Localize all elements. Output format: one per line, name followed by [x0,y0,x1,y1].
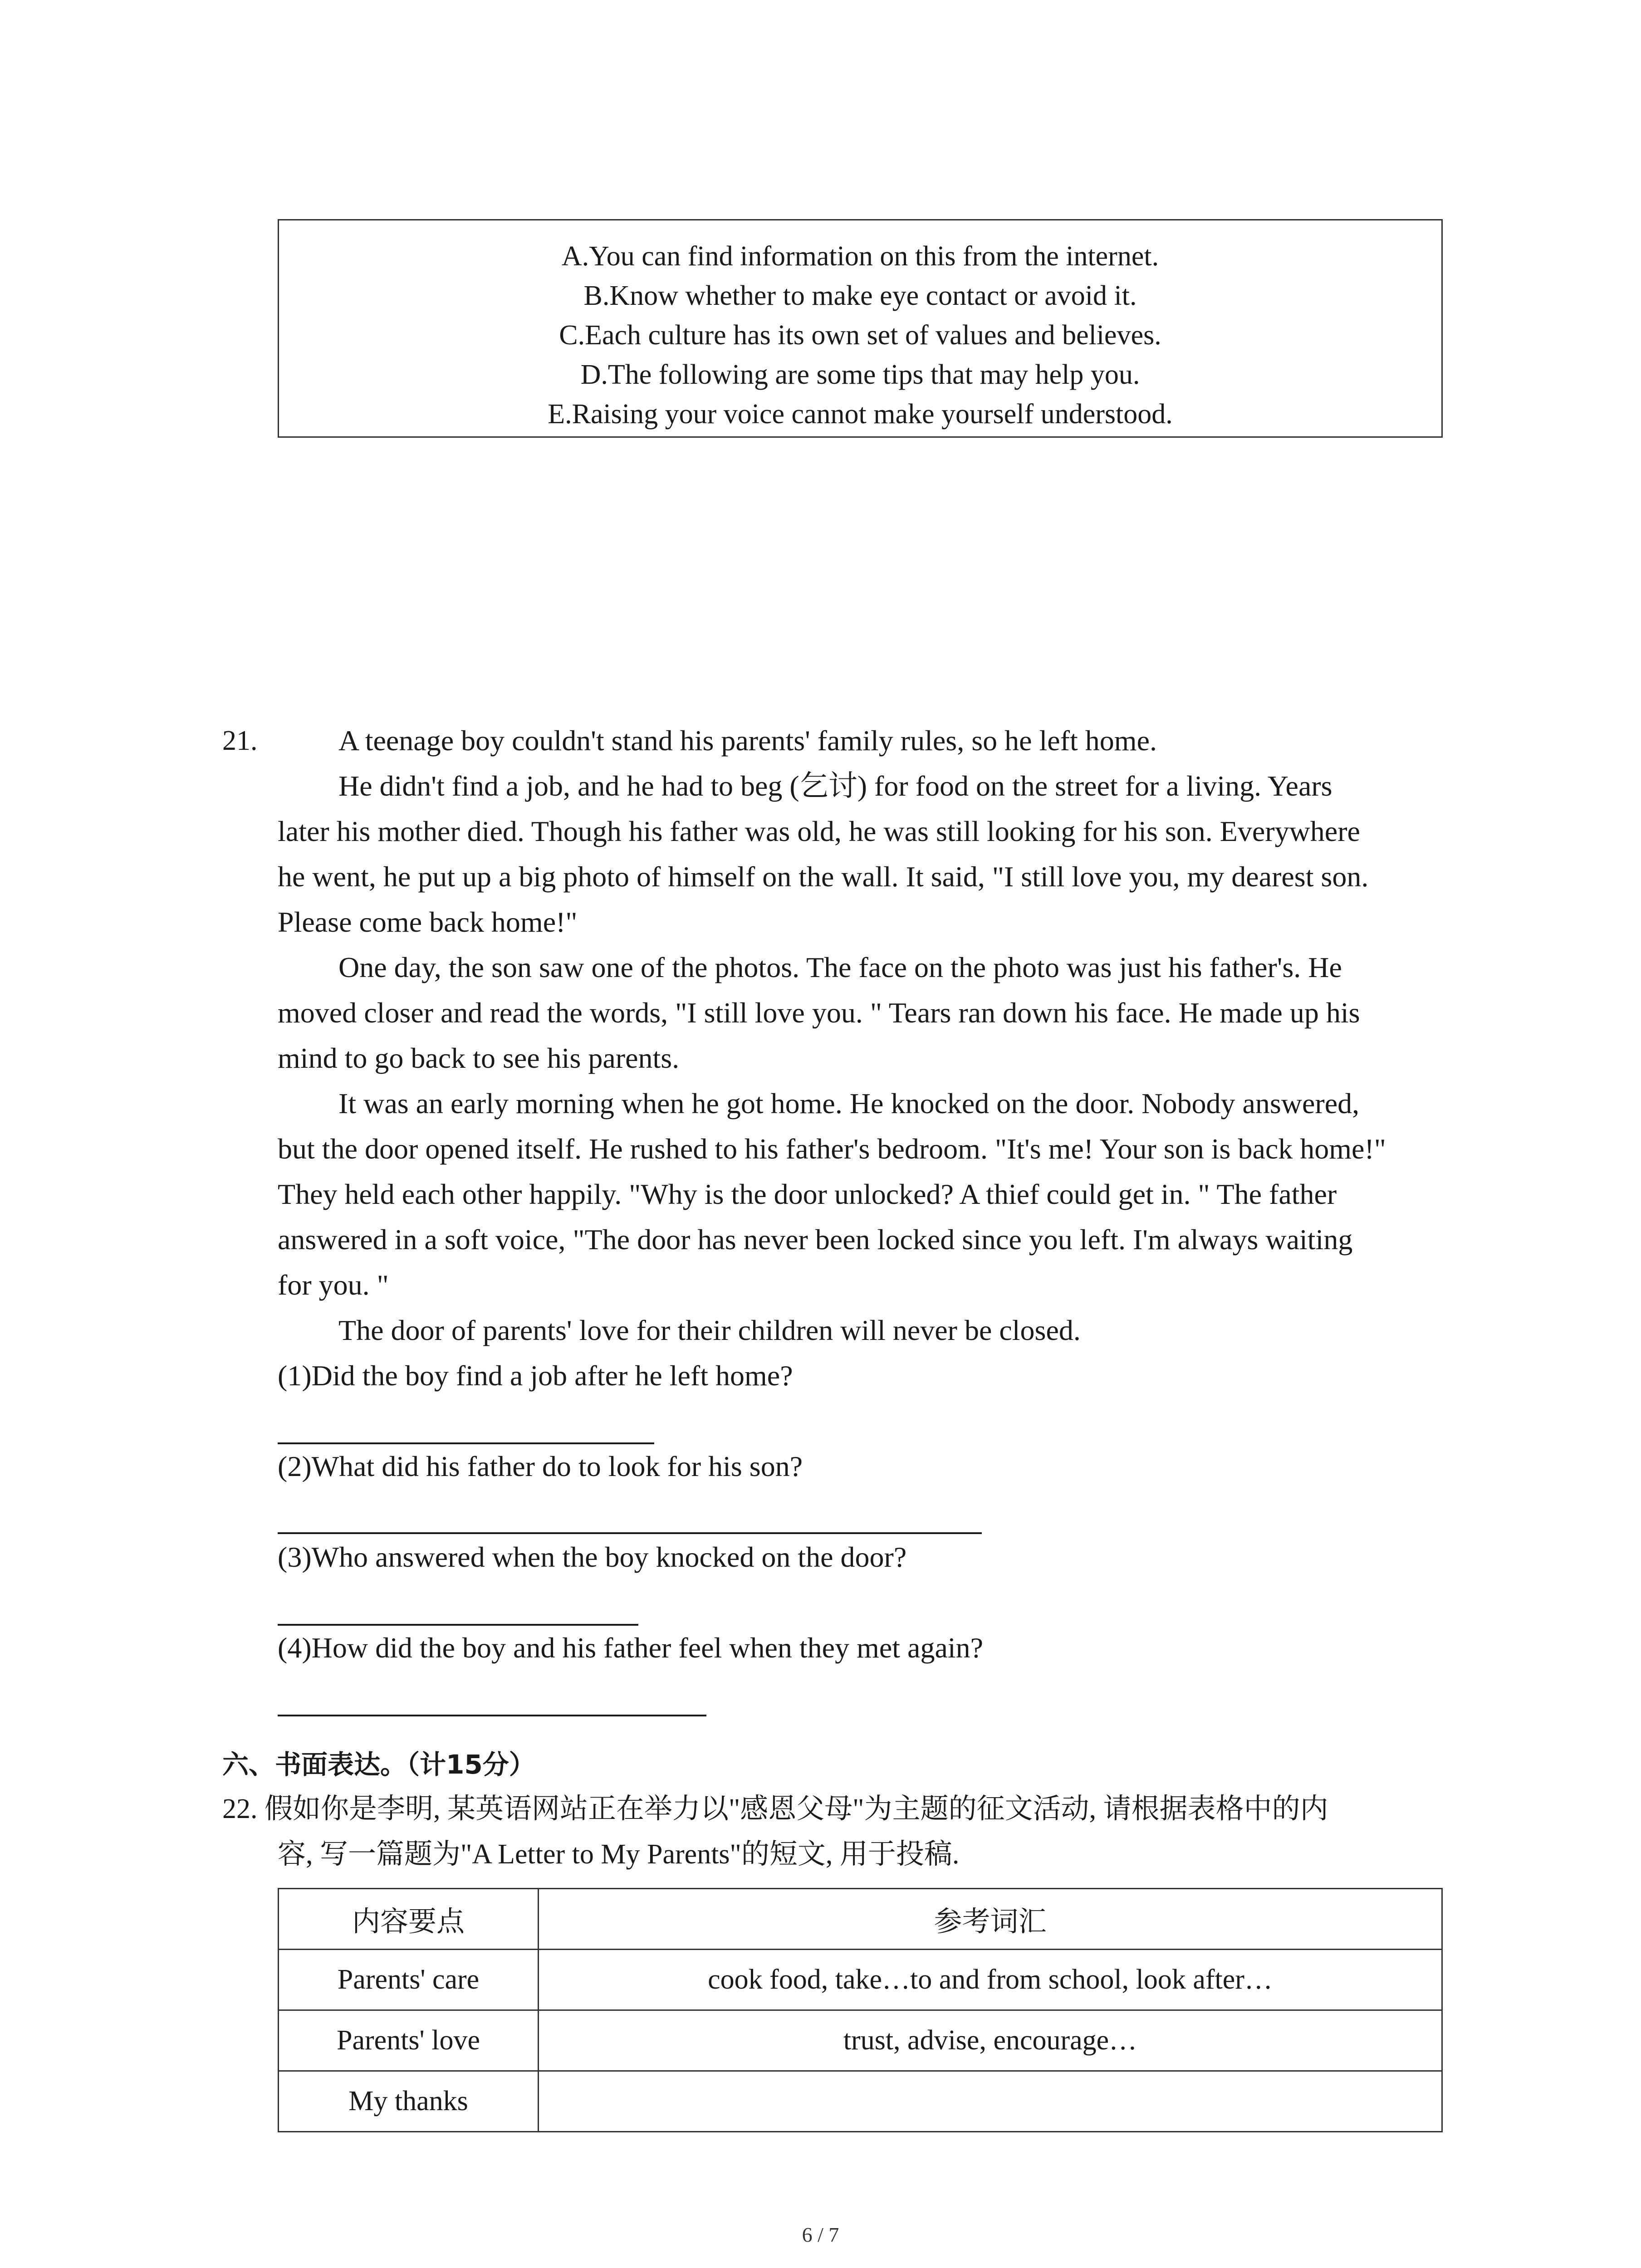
option-a: A.You can find information on this from the internet. [561,241,1159,272]
passage-line: It was an early morning when he got home. He knocked on the door. Nobody answered, [338,1087,1360,1119]
table-cell: trust, advise, encourage… [539,2010,1442,2071]
table-row [279,2071,1442,2132]
option-d: D.The following are some tips that may help you. [580,359,1140,390]
table-row [279,2010,1442,2071]
passage-paragraph-2 [278,763,1448,945]
passage-line: He didn't find a job, and he had to beg (乞讨) for food on the street for a living. Years [338,770,1332,802]
question-21-number: 21. [222,725,258,756]
table-cell: My thanks [279,2071,539,2132]
passage-line: A teenage boy couldn't stand his parents' family rules, so he left home. [338,724,1157,757]
passage-line: The door of parents' love for their children will never be closed. [338,1314,1081,1346]
passage-paragraph-5 [278,1308,1448,1353]
option-c: C.Each culture has its own set of values and believes. [559,320,1161,351]
writing-reference-table [278,1888,1443,2132]
option-e: E.Raising your voice cannot make yourself understood. [548,399,1173,430]
answer-blank-2[interactable] [278,1532,982,1534]
passage-paragraph-4 [278,1081,1448,1308]
passage-line: mind to go back to see his parents. [278,1042,680,1074]
table-row [279,1950,1442,2010]
question-22-line-2: 容, 写一篇题为"A Letter to My Parents"的短文, 用于投稿. [278,1839,960,1870]
answer-blank-4[interactable] [278,1715,706,1716]
question-21-4: (4)How did the boy and his father feel when they met again? [278,1632,984,1664]
options-box [278,219,1443,438]
section-six-title: 六、书面表达。（计15分） [222,1749,535,1780]
question-21-1: (1)Did the boy find a job after he left home? [278,1359,793,1392]
passage-line: One day, the son saw one of the photos. The face on the photo was just his father's. He [338,951,1342,983]
question-22-text-1: 假如你是李明, 某英语网站正在举力以"感恩父母"为主题的征文活动, 请根据表格中的内 [265,1794,1328,1824]
passage-line: answered in a soft voice, "The door has never been locked since you left. I'm always waiting [278,1223,1353,1256]
passage-line: he went, he put up a big photo of himself on the wall. It said, "I still love you, my dearest son. [278,860,1369,893]
passage-paragraph-1 [278,718,1448,763]
table-header-cell: 内容要点 [279,1889,539,1950]
passage-line: moved closer and read the words, "I still love you. " Tears ran down his face. He made up his [278,997,1360,1029]
table-cell: Parents' care [279,1950,539,2010]
table-cell: Parents' love [279,2010,539,2071]
page-number: 6 / 7 [802,2223,839,2246]
passage-line: but the door opened itself. He rushed to his father's bedroom. "It's me! Your son is back home!" [278,1133,1386,1165]
table-header-cell: 参考词汇 [539,1889,1442,1950]
passage-line: They held each other happily. "Why is the door unlocked? A thief could get in. " The father [278,1178,1337,1210]
question-22-line-1 [222,1786,1328,1832]
question-21-2: (2)What did his father do to look for his son? [278,1450,803,1482]
question-21-3: (3)Who answered when the boy knocked on the door? [278,1541,907,1573]
option-b: B.Know whether to make eye contact or avoid it. [583,280,1137,311]
passage-line: for you. " [278,1269,389,1301]
question-22-number: 22. [222,1794,258,1824]
passage-paragraph-3 [278,945,1448,1081]
passage-line: later his mother died. Though his father was old, he was still looking for his son. Everywhere [278,815,1360,847]
table-header-row [279,1889,1442,1950]
table-cell [539,2071,1442,2132]
question-22 [222,1786,1328,1877]
table-cell: cook food, take…to and from school, look after… [539,1950,1442,2010]
passage-line: Please come back home!" [278,906,578,938]
